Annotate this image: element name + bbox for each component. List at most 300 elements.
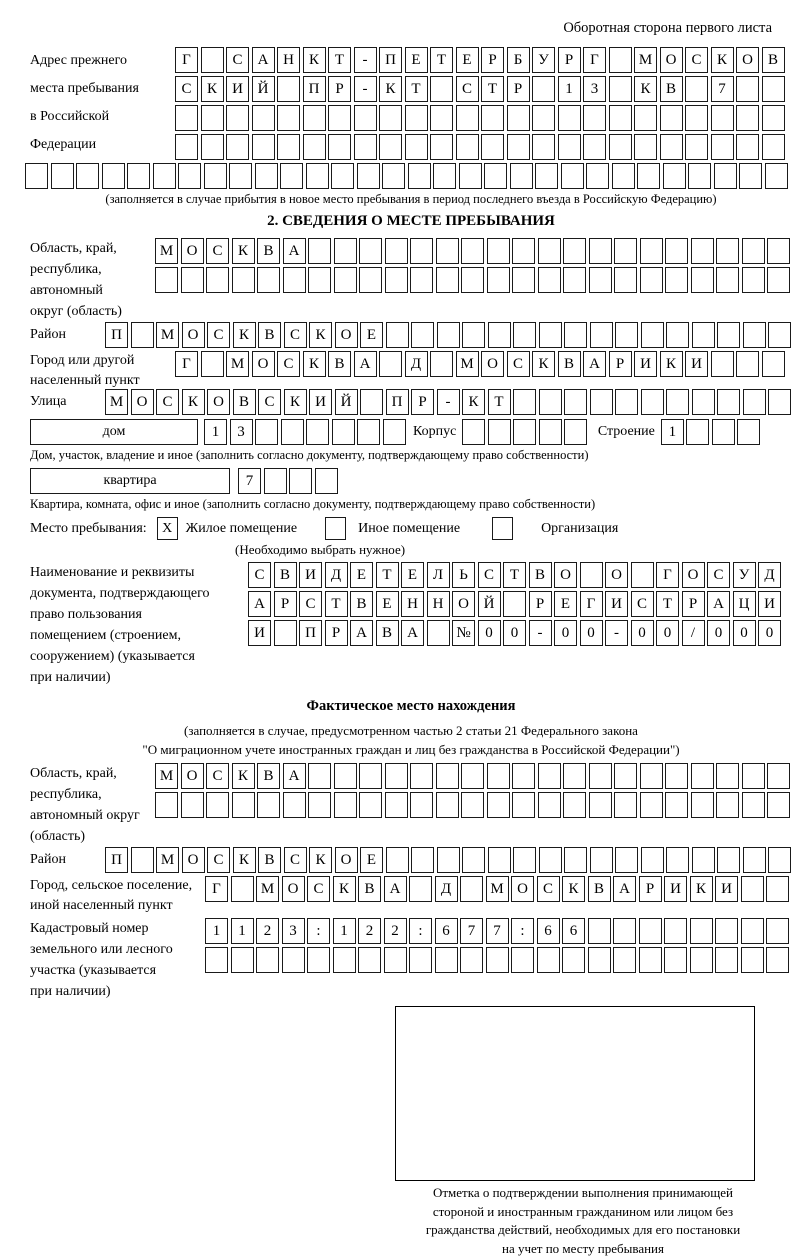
char-cell[interactable]: [532, 105, 555, 131]
char-cell[interactable]: [631, 562, 654, 588]
char-cell[interactable]: [277, 134, 300, 160]
char-cell[interactable]: [488, 847, 511, 873]
char-cell[interactable]: Р: [325, 620, 348, 646]
char-cell[interactable]: [692, 389, 715, 415]
char-cell[interactable]: М: [155, 763, 178, 789]
char-cell[interactable]: Р: [558, 47, 581, 73]
char-cell[interactable]: [532, 134, 555, 160]
char-cell[interactable]: [178, 163, 201, 189]
char-cell[interactable]: [229, 163, 252, 189]
char-cell[interactable]: Г: [656, 562, 679, 588]
char-cell[interactable]: С: [248, 562, 271, 588]
char-cell[interactable]: 6: [562, 918, 585, 944]
char-cell[interactable]: Р: [609, 351, 632, 377]
char-cell[interactable]: Н: [427, 591, 450, 617]
char-cell[interactable]: К: [711, 47, 734, 73]
char-cell[interactable]: П: [303, 76, 326, 102]
char-cell[interactable]: [181, 792, 204, 818]
char-cell[interactable]: К: [660, 351, 683, 377]
fact-oblast-row-2[interactable]: [155, 792, 793, 818]
char-cell[interactable]: О: [207, 389, 230, 415]
char-cell[interactable]: [513, 419, 536, 445]
char-cell[interactable]: А: [283, 238, 306, 264]
char-cell[interactable]: [306, 419, 329, 445]
char-cell[interactable]: -: [605, 620, 628, 646]
char-cell[interactable]: [564, 419, 587, 445]
char-cell[interactable]: [741, 918, 764, 944]
char-cell[interactable]: [512, 238, 535, 264]
char-cell[interactable]: [590, 847, 613, 873]
char-cell[interactable]: В: [274, 562, 297, 588]
char-cell[interactable]: [359, 238, 382, 264]
char-cell[interactable]: Д: [325, 562, 348, 588]
oblast-row-1[interactable]: [155, 238, 793, 264]
char-cell[interactable]: С: [307, 876, 330, 902]
char-cell[interactable]: П: [105, 847, 128, 873]
char-cell[interactable]: [714, 163, 737, 189]
fact-gorod-cells[interactable]: [205, 876, 792, 902]
char-cell[interactable]: В: [660, 76, 683, 102]
char-cell[interactable]: [205, 947, 228, 973]
char-cell[interactable]: [640, 763, 663, 789]
char-cell[interactable]: К: [690, 876, 713, 902]
char-cell[interactable]: [436, 238, 459, 264]
char-cell[interactable]: [409, 947, 432, 973]
char-cell[interactable]: Г: [175, 351, 198, 377]
char-cell[interactable]: [589, 792, 612, 818]
char-cell[interactable]: А: [252, 47, 275, 73]
char-cell[interactable]: [252, 105, 275, 131]
char-cell[interactable]: [716, 792, 739, 818]
char-cell[interactable]: 7: [460, 918, 483, 944]
char-cell[interactable]: [691, 267, 714, 293]
char-cell[interactable]: [711, 105, 734, 131]
char-cell[interactable]: [688, 163, 711, 189]
char-cell[interactable]: О: [736, 47, 759, 73]
char-cell[interactable]: [538, 792, 561, 818]
char-cell[interactable]: [334, 792, 357, 818]
char-cell[interactable]: В: [350, 591, 373, 617]
char-cell[interactable]: [257, 267, 280, 293]
char-cell[interactable]: [665, 238, 688, 264]
char-cell[interactable]: [762, 76, 785, 102]
char-cell[interactable]: [175, 134, 198, 160]
char-cell[interactable]: С: [226, 47, 249, 73]
char-cell[interactable]: [539, 847, 562, 873]
char-cell[interactable]: С: [685, 47, 708, 73]
char-cell[interactable]: К: [634, 76, 657, 102]
char-cell[interactable]: [685, 105, 708, 131]
char-cell[interactable]: В: [258, 322, 281, 348]
char-cell[interactable]: Е: [456, 47, 479, 73]
char-cell[interactable]: О: [335, 847, 358, 873]
char-cell[interactable]: О: [181, 763, 204, 789]
char-cell[interactable]: [612, 163, 635, 189]
char-cell[interactable]: М: [155, 238, 178, 264]
char-cell[interactable]: [512, 763, 535, 789]
char-cell[interactable]: [430, 351, 453, 377]
char-cell[interactable]: К: [309, 847, 332, 873]
char-cell[interactable]: [462, 419, 485, 445]
char-cell[interactable]: Т: [430, 47, 453, 73]
document-row-2[interactable]: [248, 591, 784, 617]
char-cell[interactable]: [665, 267, 688, 293]
char-cell[interactable]: [206, 792, 229, 818]
prev-address-row-1[interactable]: [175, 47, 787, 73]
char-cell[interactable]: [767, 267, 790, 293]
document-row-1[interactable]: [248, 562, 784, 588]
char-cell[interactable]: [712, 419, 735, 445]
char-cell[interactable]: [456, 134, 479, 160]
char-cell[interactable]: К: [379, 76, 402, 102]
char-cell[interactable]: [487, 792, 510, 818]
char-cell[interactable]: [539, 389, 562, 415]
char-cell[interactable]: [583, 134, 606, 160]
char-cell[interactable]: [25, 163, 48, 189]
char-cell[interactable]: И: [605, 591, 628, 617]
char-cell[interactable]: [717, 389, 740, 415]
char-cell[interactable]: В: [529, 562, 552, 588]
char-cell[interactable]: К: [462, 389, 485, 415]
char-cell[interactable]: [488, 322, 511, 348]
char-cell[interactable]: [430, 105, 453, 131]
char-cell[interactable]: [609, 105, 632, 131]
char-cell[interactable]: -: [354, 76, 377, 102]
char-cell[interactable]: [487, 267, 510, 293]
char-cell[interactable]: С: [206, 763, 229, 789]
char-cell[interactable]: [639, 947, 662, 973]
char-cell[interactable]: [206, 267, 229, 293]
char-cell[interactable]: [634, 134, 657, 160]
char-cell[interactable]: [487, 763, 510, 789]
char-cell[interactable]: [510, 163, 533, 189]
char-cell[interactable]: И: [685, 351, 708, 377]
char-cell[interactable]: Е: [360, 322, 383, 348]
char-cell[interactable]: [539, 322, 562, 348]
char-cell[interactable]: К: [232, 763, 255, 789]
char-cell[interactable]: Е: [376, 591, 399, 617]
char-cell[interactable]: [686, 419, 709, 445]
rayon-cells[interactable]: [105, 322, 794, 348]
char-cell[interactable]: [487, 238, 510, 264]
char-cell[interactable]: [255, 163, 278, 189]
char-cell[interactable]: [614, 238, 637, 264]
char-cell[interactable]: М: [256, 876, 279, 902]
char-cell[interactable]: 3: [583, 76, 606, 102]
char-cell[interactable]: К: [182, 389, 205, 415]
char-cell[interactable]: С: [206, 238, 229, 264]
char-cell[interactable]: [716, 238, 739, 264]
char-cell[interactable]: [664, 918, 687, 944]
char-cell[interactable]: [613, 918, 636, 944]
char-cell[interactable]: [358, 947, 381, 973]
fact-oblast-row-1[interactable]: [155, 763, 793, 789]
char-cell[interactable]: [685, 76, 708, 102]
char-cell[interactable]: Й: [335, 389, 358, 415]
char-cell[interactable]: [379, 351, 402, 377]
char-cell[interactable]: М: [156, 322, 179, 348]
char-cell[interactable]: К: [333, 876, 356, 902]
char-cell[interactable]: [641, 389, 664, 415]
char-cell[interactable]: [742, 763, 765, 789]
char-cell[interactable]: У: [532, 47, 555, 73]
char-cell[interactable]: О: [554, 562, 577, 588]
gorod-cells[interactable]: [175, 351, 787, 377]
char-cell[interactable]: [411, 322, 434, 348]
char-cell[interactable]: [385, 792, 408, 818]
char-cell[interactable]: М: [486, 876, 509, 902]
char-cell[interactable]: [386, 847, 409, 873]
char-cell[interactable]: [513, 389, 536, 415]
char-cell[interactable]: В: [558, 351, 581, 377]
char-cell[interactable]: [640, 238, 663, 264]
char-cell[interactable]: [564, 322, 587, 348]
char-cell[interactable]: [289, 468, 312, 494]
char-cell[interactable]: /: [682, 620, 705, 646]
char-cell[interactable]: [433, 163, 456, 189]
kvartira-cells[interactable]: [238, 468, 340, 494]
kadastr-row-1[interactable]: [205, 918, 792, 944]
char-cell[interactable]: [153, 163, 176, 189]
char-cell[interactable]: [315, 468, 338, 494]
char-cell[interactable]: И: [664, 876, 687, 902]
char-cell[interactable]: [481, 134, 504, 160]
char-cell[interactable]: [539, 419, 562, 445]
char-cell[interactable]: К: [303, 47, 326, 73]
char-cell[interactable]: [768, 847, 791, 873]
char-cell[interactable]: К: [233, 847, 256, 873]
char-cell[interactable]: [660, 134, 683, 160]
char-cell[interactable]: [436, 763, 459, 789]
char-cell[interactable]: [768, 322, 791, 348]
char-cell[interactable]: Е: [360, 847, 383, 873]
char-cell[interactable]: [685, 134, 708, 160]
char-cell[interactable]: [741, 876, 764, 902]
char-cell[interactable]: [742, 267, 765, 293]
char-cell[interactable]: [410, 763, 433, 789]
char-cell[interactable]: [561, 163, 584, 189]
char-cell[interactable]: 0: [503, 620, 526, 646]
char-cell[interactable]: [328, 134, 351, 160]
char-cell[interactable]: И: [226, 76, 249, 102]
char-cell[interactable]: С: [456, 76, 479, 102]
char-cell[interactable]: 0: [758, 620, 781, 646]
char-cell[interactable]: [615, 389, 638, 415]
char-cell[interactable]: [562, 947, 585, 973]
char-cell[interactable]: [512, 792, 535, 818]
checkbox-organizatsiya[interactable]: [492, 517, 513, 540]
char-cell[interactable]: [563, 267, 586, 293]
char-cell[interactable]: С: [284, 847, 307, 873]
char-cell[interactable]: [717, 322, 740, 348]
char-cell[interactable]: 2: [358, 918, 381, 944]
char-cell[interactable]: Н: [401, 591, 424, 617]
char-cell[interactable]: [765, 163, 788, 189]
char-cell[interactable]: [737, 419, 760, 445]
char-cell[interactable]: [537, 947, 560, 973]
char-cell[interactable]: М: [456, 351, 479, 377]
char-cell[interactable]: О: [252, 351, 275, 377]
char-cell[interactable]: К: [562, 876, 585, 902]
char-cell[interactable]: [306, 163, 329, 189]
prev-address-row-2[interactable]: [175, 76, 787, 102]
char-cell[interactable]: 0: [478, 620, 501, 646]
char-cell[interactable]: [715, 918, 738, 944]
prev-address-row-5[interactable]: [25, 163, 792, 189]
char-cell[interactable]: О: [282, 876, 305, 902]
char-cell[interactable]: [379, 105, 402, 131]
char-cell[interactable]: [538, 763, 561, 789]
char-cell[interactable]: [691, 238, 714, 264]
char-cell[interactable]: А: [613, 876, 636, 902]
char-cell[interactable]: О: [335, 322, 358, 348]
char-cell[interactable]: К: [284, 389, 307, 415]
char-cell[interactable]: [767, 792, 790, 818]
char-cell[interactable]: -: [437, 389, 460, 415]
char-cell[interactable]: [204, 163, 227, 189]
char-cell[interactable]: [538, 238, 561, 264]
char-cell[interactable]: [332, 419, 355, 445]
char-cell[interactable]: [331, 163, 354, 189]
char-cell[interactable]: Т: [376, 562, 399, 588]
char-cell[interactable]: [252, 134, 275, 160]
char-cell[interactable]: О: [452, 591, 475, 617]
char-cell[interactable]: [226, 105, 249, 131]
char-cell[interactable]: [736, 134, 759, 160]
char-cell[interactable]: С: [478, 562, 501, 588]
char-cell[interactable]: [411, 847, 434, 873]
char-cell[interactable]: [283, 267, 306, 293]
char-cell[interactable]: [665, 792, 688, 818]
char-cell[interactable]: [767, 763, 790, 789]
char-cell[interactable]: [256, 947, 279, 973]
char-cell[interactable]: [280, 163, 303, 189]
char-cell[interactable]: [614, 792, 637, 818]
char-cell[interactable]: С: [631, 591, 654, 617]
char-cell[interactable]: [609, 47, 632, 73]
char-cell[interactable]: С: [156, 389, 179, 415]
char-cell[interactable]: [666, 389, 689, 415]
char-cell[interactable]: 6: [537, 918, 560, 944]
char-cell[interactable]: [277, 76, 300, 102]
char-cell[interactable]: [460, 947, 483, 973]
char-cell[interactable]: [354, 105, 377, 131]
char-cell[interactable]: [456, 105, 479, 131]
char-cell[interactable]: [481, 105, 504, 131]
char-cell[interactable]: [692, 847, 715, 873]
char-cell[interactable]: [580, 562, 603, 588]
char-cell[interactable]: [277, 105, 300, 131]
char-cell[interactable]: [486, 947, 509, 973]
char-cell[interactable]: [334, 267, 357, 293]
char-cell[interactable]: И: [299, 562, 322, 588]
char-cell[interactable]: И: [309, 389, 332, 415]
char-cell[interactable]: [766, 918, 789, 944]
char-cell[interactable]: О: [660, 47, 683, 73]
document-row-3[interactable]: [248, 620, 784, 646]
char-cell[interactable]: [742, 792, 765, 818]
char-cell[interactable]: [410, 792, 433, 818]
char-cell[interactable]: С: [707, 562, 730, 588]
char-cell[interactable]: [762, 351, 785, 377]
char-cell[interactable]: [564, 847, 587, 873]
char-cell[interactable]: [691, 763, 714, 789]
char-cell[interactable]: [232, 267, 255, 293]
char-cell[interactable]: [283, 792, 306, 818]
char-cell[interactable]: 0: [554, 620, 577, 646]
char-cell[interactable]: М: [156, 847, 179, 873]
char-cell[interactable]: [741, 947, 764, 973]
char-cell[interactable]: №: [452, 620, 475, 646]
char-cell[interactable]: В: [257, 763, 280, 789]
char-cell[interactable]: [488, 419, 511, 445]
char-cell[interactable]: М: [634, 47, 657, 73]
char-cell[interactable]: Н: [277, 47, 300, 73]
char-cell[interactable]: 7: [486, 918, 509, 944]
char-cell[interactable]: К: [201, 76, 224, 102]
char-cell[interactable]: Г: [580, 591, 603, 617]
char-cell[interactable]: [665, 763, 688, 789]
char-cell[interactable]: [155, 792, 178, 818]
char-cell[interactable]: В: [258, 847, 281, 873]
char-cell[interactable]: Т: [328, 47, 351, 73]
char-cell[interactable]: [660, 105, 683, 131]
char-cell[interactable]: [484, 163, 507, 189]
char-cell[interactable]: 2: [384, 918, 407, 944]
char-cell[interactable]: А: [401, 620, 424, 646]
char-cell[interactable]: [768, 389, 791, 415]
char-cell[interactable]: [615, 322, 638, 348]
char-cell[interactable]: [711, 351, 734, 377]
char-cell[interactable]: [564, 389, 587, 415]
char-cell[interactable]: В: [762, 47, 785, 73]
char-cell[interactable]: О: [481, 351, 504, 377]
char-cell[interactable]: [538, 267, 561, 293]
char-cell[interactable]: [640, 792, 663, 818]
char-cell[interactable]: [766, 876, 789, 902]
char-cell[interactable]: [614, 763, 637, 789]
char-cell[interactable]: [282, 947, 305, 973]
char-cell[interactable]: [690, 947, 713, 973]
char-cell[interactable]: Р: [639, 876, 662, 902]
char-cell[interactable]: :: [511, 918, 534, 944]
char-cell[interactable]: [609, 76, 632, 102]
char-cell[interactable]: [513, 847, 536, 873]
char-cell[interactable]: 3: [282, 918, 305, 944]
char-cell[interactable]: [641, 322, 664, 348]
char-cell[interactable]: [666, 847, 689, 873]
char-cell[interactable]: 1: [205, 918, 228, 944]
char-cell[interactable]: П: [386, 389, 409, 415]
char-cell[interactable]: [715, 947, 738, 973]
char-cell[interactable]: О: [181, 238, 204, 264]
char-cell[interactable]: О: [682, 562, 705, 588]
char-cell[interactable]: [743, 389, 766, 415]
char-cell[interactable]: Р: [529, 591, 552, 617]
char-cell[interactable]: [590, 322, 613, 348]
korpus-cells[interactable]: [462, 419, 590, 445]
char-cell[interactable]: Т: [488, 389, 511, 415]
char-cell[interactable]: [127, 163, 150, 189]
char-cell[interactable]: [354, 134, 377, 160]
char-cell[interactable]: В: [358, 876, 381, 902]
char-cell[interactable]: 1: [231, 918, 254, 944]
char-cell[interactable]: [308, 238, 331, 264]
char-cell[interactable]: 7: [238, 468, 261, 494]
checkbox-inoe[interactable]: [325, 517, 346, 540]
char-cell[interactable]: [535, 163, 558, 189]
char-cell[interactable]: [716, 267, 739, 293]
